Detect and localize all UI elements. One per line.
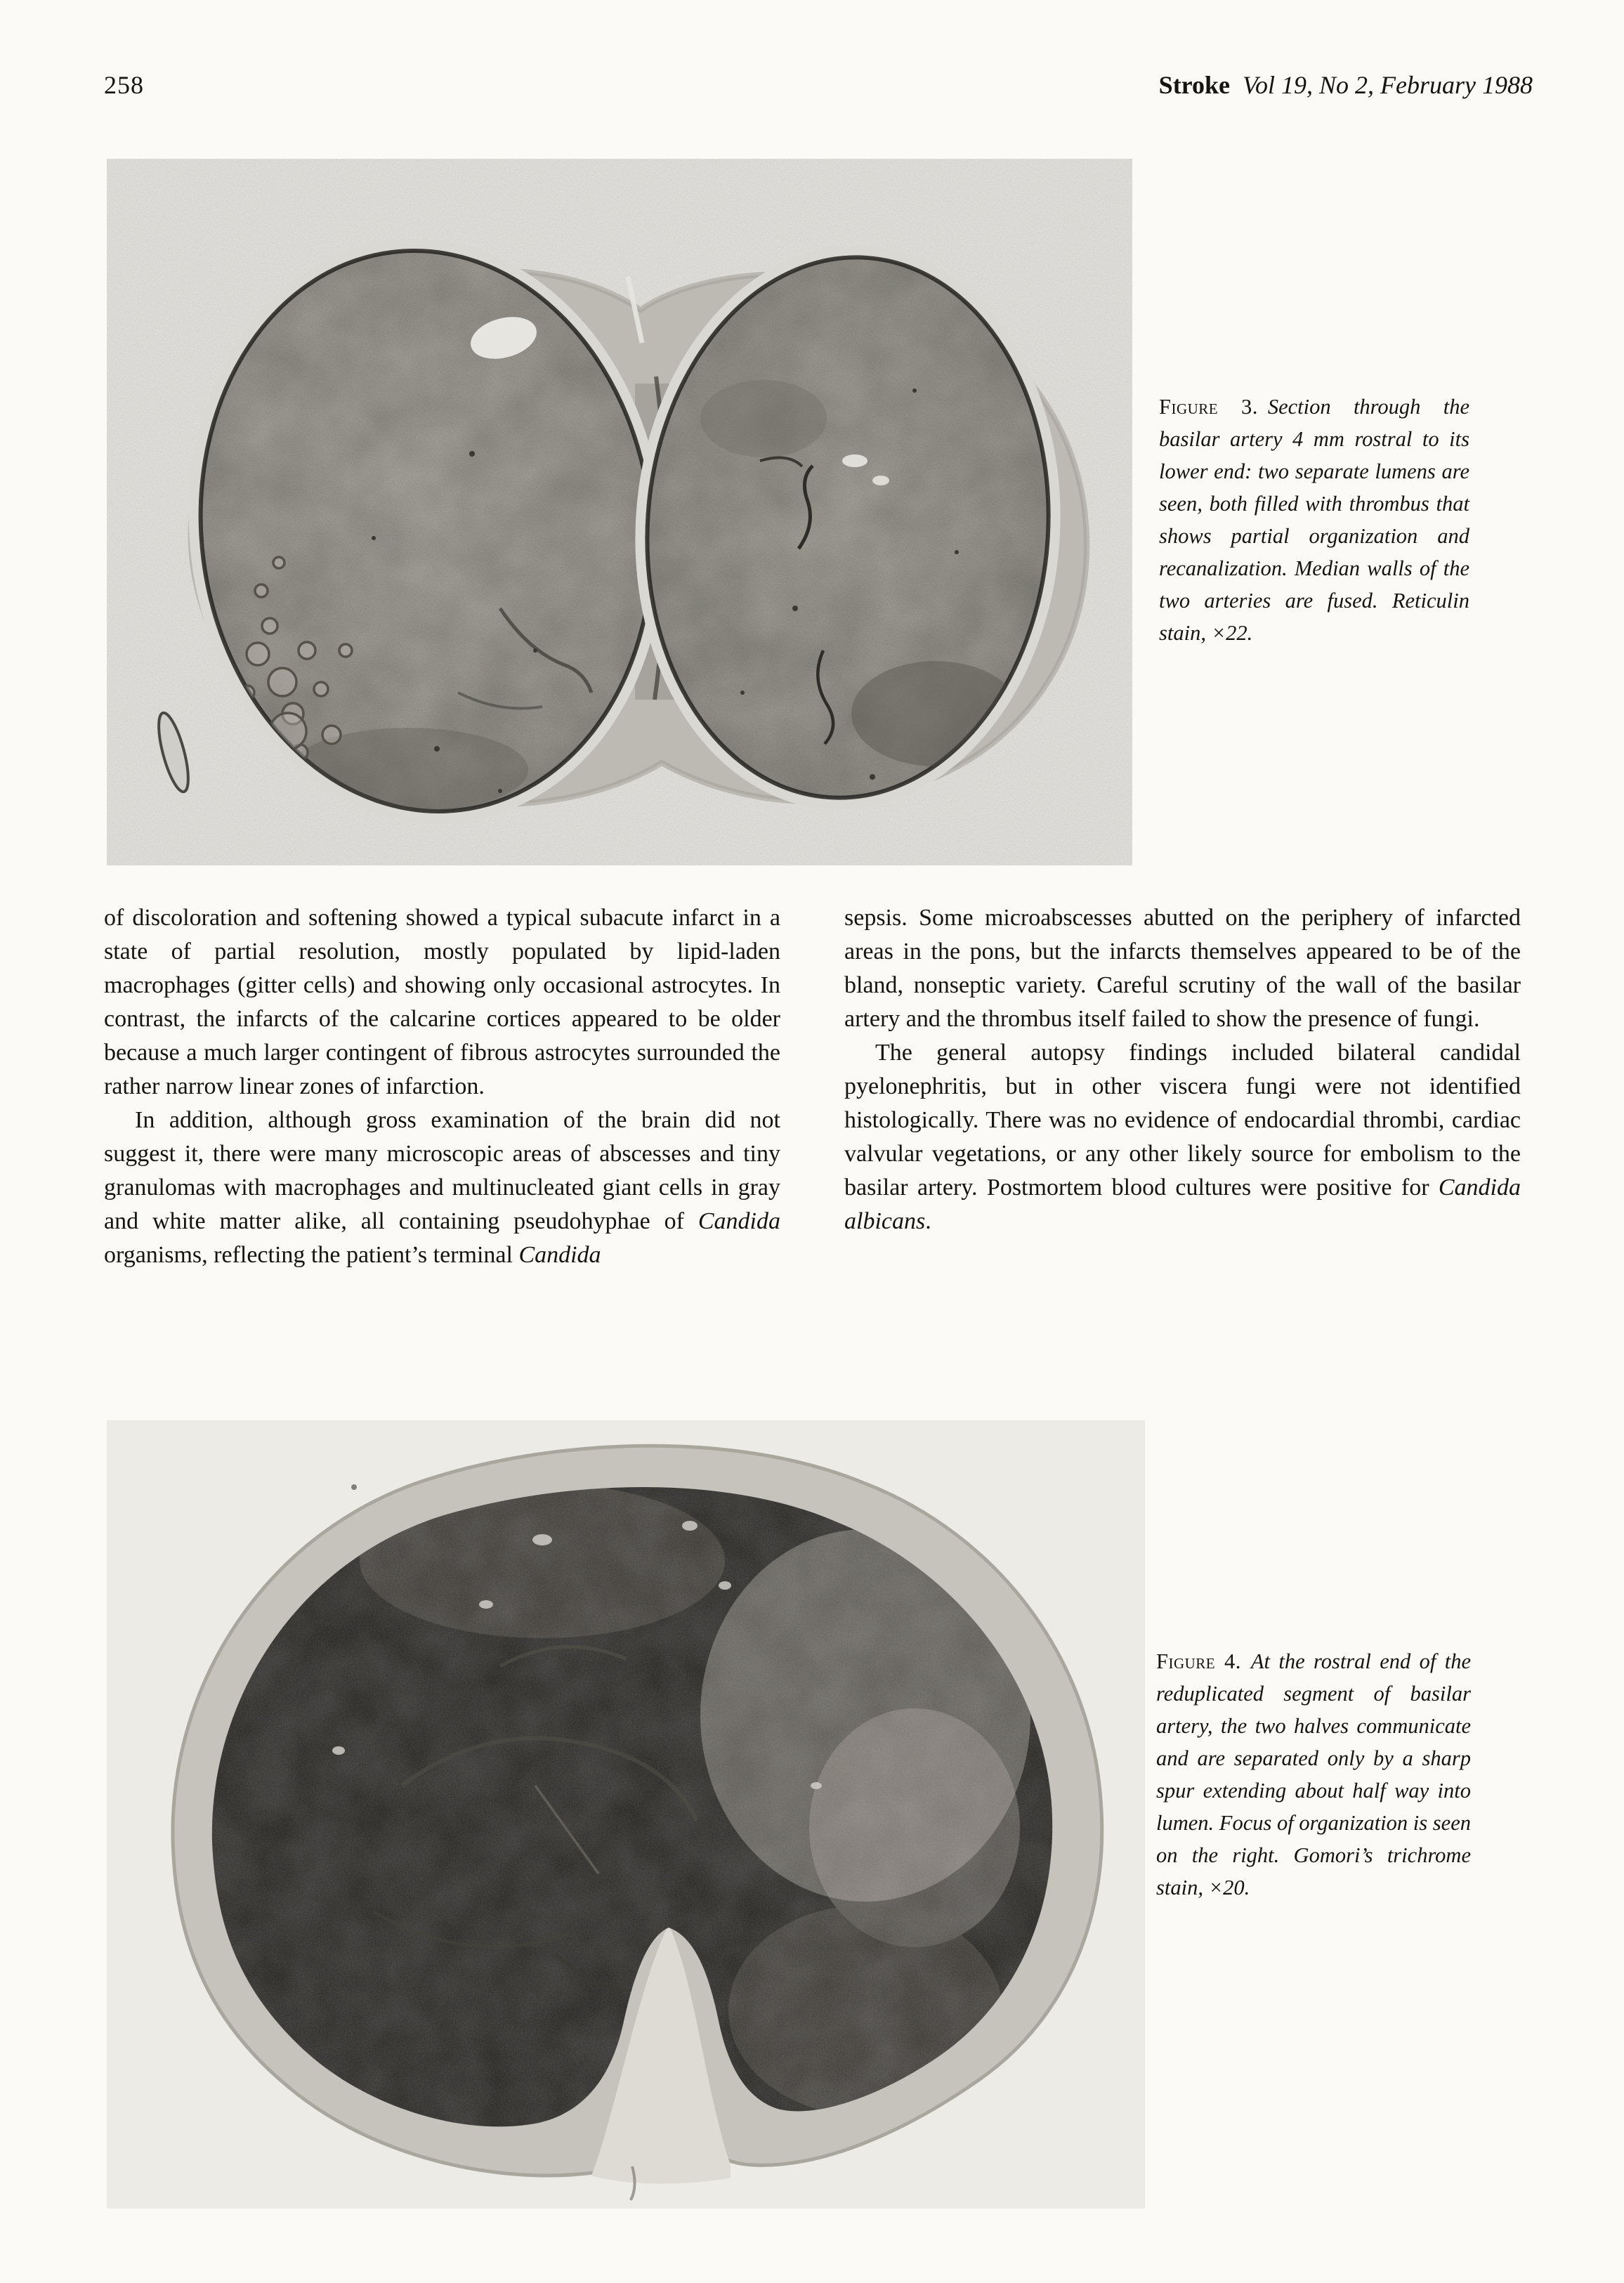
figure4-label: Figure 4. [1156,1649,1241,1673]
italic-term: Candida [518,1242,601,1268]
figure3-caption [1159,391,1469,649]
journal-name: Stroke [1158,71,1231,99]
page-number: 258 [104,71,144,99]
italic-term: Candida albicans [844,1175,1521,1234]
issue-info: Vol 19, No 2, February 1988 [1243,71,1533,99]
figure3-caption-text: Section through the basilar artery 4 mm rostral to its lower end: two separate lumens are seen, both filled with thrombus that shows partial organization and recanalization. Median walls of the two arteries are fused. Reticulin stain, ×22. [1159,395,1470,645]
left-text-column [104,901,780,1272]
figure4-caption-text: At the rostral end of the reduplicated segment of basilar artery, the two halves communicate and are separated only by a sharp spur extending about half way into lumen. Focus of organization is seen on the right. Gomori’s trichrome stain, ×20. [1156,1649,1472,1899]
figure4-caption [1156,1645,1471,1904]
paragraph: of discoloration and softening showed a typical subacute infarct in a state of partial resolution, mostly populated by lipid-laden macrophages (gitter cells) and showing only occasional astrocytes. In contrast, the infarcts of the calcarine cortices appeared to be older because a much larger contingent of fibrous astrocytes surrounded the rather narrow linear zones of infarction. [104,905,780,1099]
paragraph: sepsis. Some microabscesses abutted on the periphery of infarcted areas in the pons, but the infarcts themselves appeared to be of the bland, nonseptic variety. Careful scrutiny of the wall of the basilar artery and the thrombus itself failed to show the presence of fungi. [844,905,1521,1032]
running-head [1159,70,1533,100]
right-text-column [844,901,1521,1238]
paragraph: The general autopsy findings included bilateral candidal pyelonephritis, but in other viscera fungi were not identified histologically. There was no evidence of endocardial thrombi, cardiac valvular vegetations, or any other likely source for embolism to the basilar artery. Postmortem blood cultures were positive for Candida albicans. [844,1040,1521,1234]
paragraph: In addition, although gross examination of the brain did not suggest it, there were many microscopic areas of abscesses and tiny granulomas with macrophages and multinucleated giant cells in gray and white matter alike, all containing pseudohyphae of Candida organisms, reflecting the patient’s terminal Candida [104,1107,780,1268]
figure4-micrograph-image [107,1420,1145,2209]
italic-term: Candida [698,1208,780,1234]
figure3-micrograph-image [107,159,1132,865]
figure3-label: Figure 3. [1159,395,1258,419]
